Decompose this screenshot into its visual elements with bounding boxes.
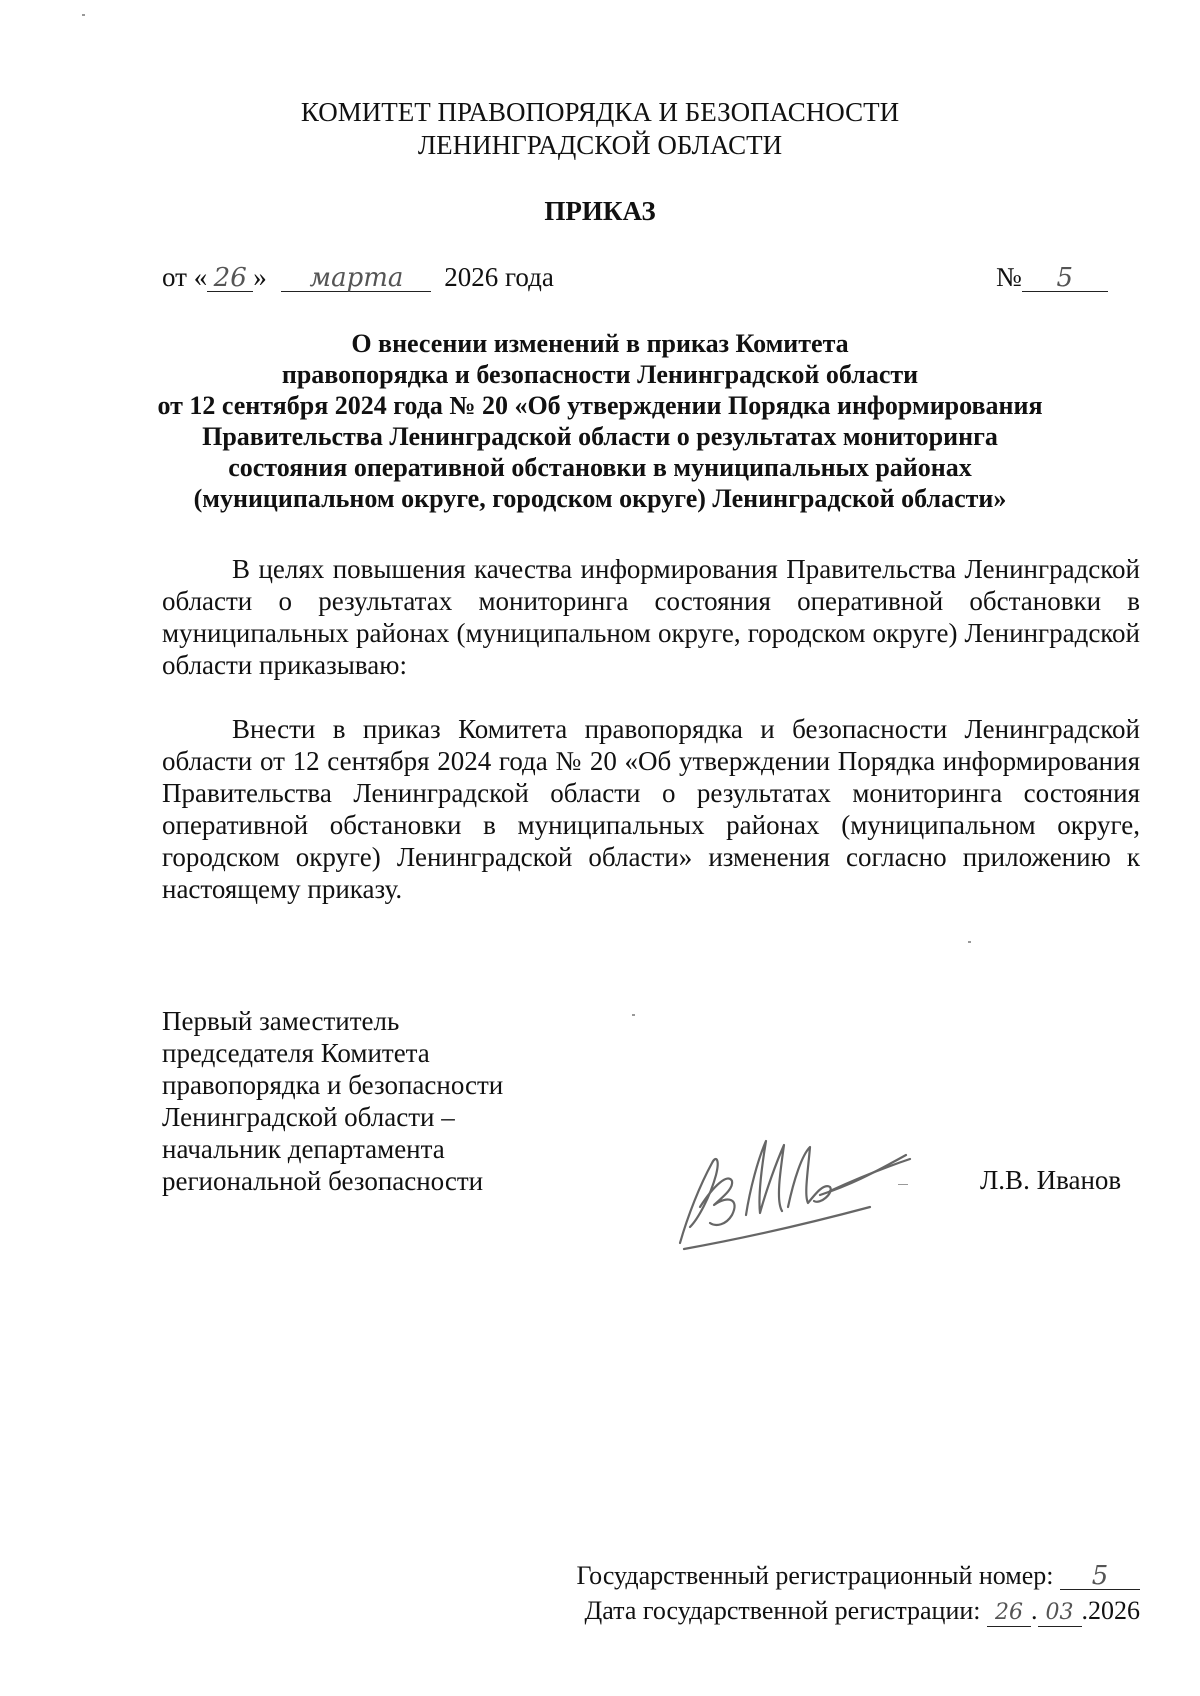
preamble-paragraph: В целях повышения качества информирования Правительства Ленинградской области о результатах мониторинга состояния оперативной обстановки в муниципальных районах (муниципальном округе, городском округе) Ленинградской области приказываю: — [162, 554, 1140, 680]
scan-speck — [82, 14, 85, 16]
title-line: (муниципальном округе, городском округе) Ленинградской области» — [193, 484, 1007, 513]
registration-number-label: Государственный регистрационный номер: — [576, 1561, 1054, 1590]
committee-header — [0, 96, 1200, 162]
registration-number-value: 5 — [1060, 1563, 1140, 1590]
number-value: 5 — [1022, 265, 1108, 292]
date-prefix: от « — [162, 262, 208, 292]
date-month: марта — [281, 265, 431, 292]
number-label: № — [996, 262, 1022, 292]
registration-date-year: .2026 — [1081, 1596, 1140, 1625]
handwritten-signature — [670, 1115, 920, 1255]
committee-name-line2: ЛЕНИНГРАДСКОЙ ОБЛАСТИ — [417, 130, 783, 160]
date-close-quote: » — [253, 262, 267, 292]
order-title — [150, 328, 1050, 514]
order-number — [996, 262, 1108, 293]
title-line: правопорядка и безопасности Ленинградской области — [281, 360, 919, 389]
registration-date-label: Дата государственной регистрации: — [584, 1596, 981, 1625]
position-line: региональной безопасности — [162, 1166, 484, 1196]
position-line: Ленинградской области – — [162, 1102, 455, 1132]
order-paragraph: Внести в приказ Комитета правопорядка и безопасности Ленинградской области от 12 сентября 2024 года № 20 «Об утверждении Порядка информирования Правительства Ленинградской области о результатах мониторинга состояния оперативной обстановки в муниципальных районах (муниципальном округе, городском округе) Ленинградской области» изменения согласно приложению к настоящему приказу. — [162, 714, 1140, 904]
registration-date-day: 26 — [987, 1600, 1031, 1627]
scan-speck — [968, 941, 971, 943]
title-line: состояния оперативной обстановки в муниципальных районах — [228, 453, 972, 482]
committee-name-line1: КОМИТЕТ ПРАВОПОРЯДКА И БЕЗОПАСНОСТИ — [300, 97, 900, 127]
title-line: от 12 сентября 2024 года № 20 «Об утверждении Порядка информирования — [157, 391, 1043, 420]
date-day: 26 — [207, 265, 253, 292]
scan-speck — [898, 1184, 908, 1185]
registration-number-line — [520, 1560, 1140, 1592]
document-type: ПРИКАЗ — [544, 196, 656, 226]
position-line: начальник департамента — [162, 1134, 445, 1164]
registration-date-sep: . — [1031, 1596, 1038, 1625]
signatory-position — [162, 1005, 503, 1197]
position-line: председателя Комитета — [162, 1038, 430, 1068]
scan-speck — [632, 1014, 635, 1016]
title-line: Правительства Ленинградской области о результатах мониторинга — [202, 422, 998, 451]
order-date — [162, 262, 554, 293]
signatory-name: Л.В. Иванов — [980, 1165, 1122, 1195]
registration-date-line — [520, 1595, 1140, 1627]
registration-date-month: 03 — [1038, 1600, 1082, 1627]
position-line: правопорядка и безопасности — [162, 1070, 504, 1100]
title-line: О внесении изменений в приказ Комитета — [351, 329, 849, 358]
date-year: 2026 года — [444, 262, 554, 292]
position-line: Первый заместитель — [162, 1006, 400, 1036]
